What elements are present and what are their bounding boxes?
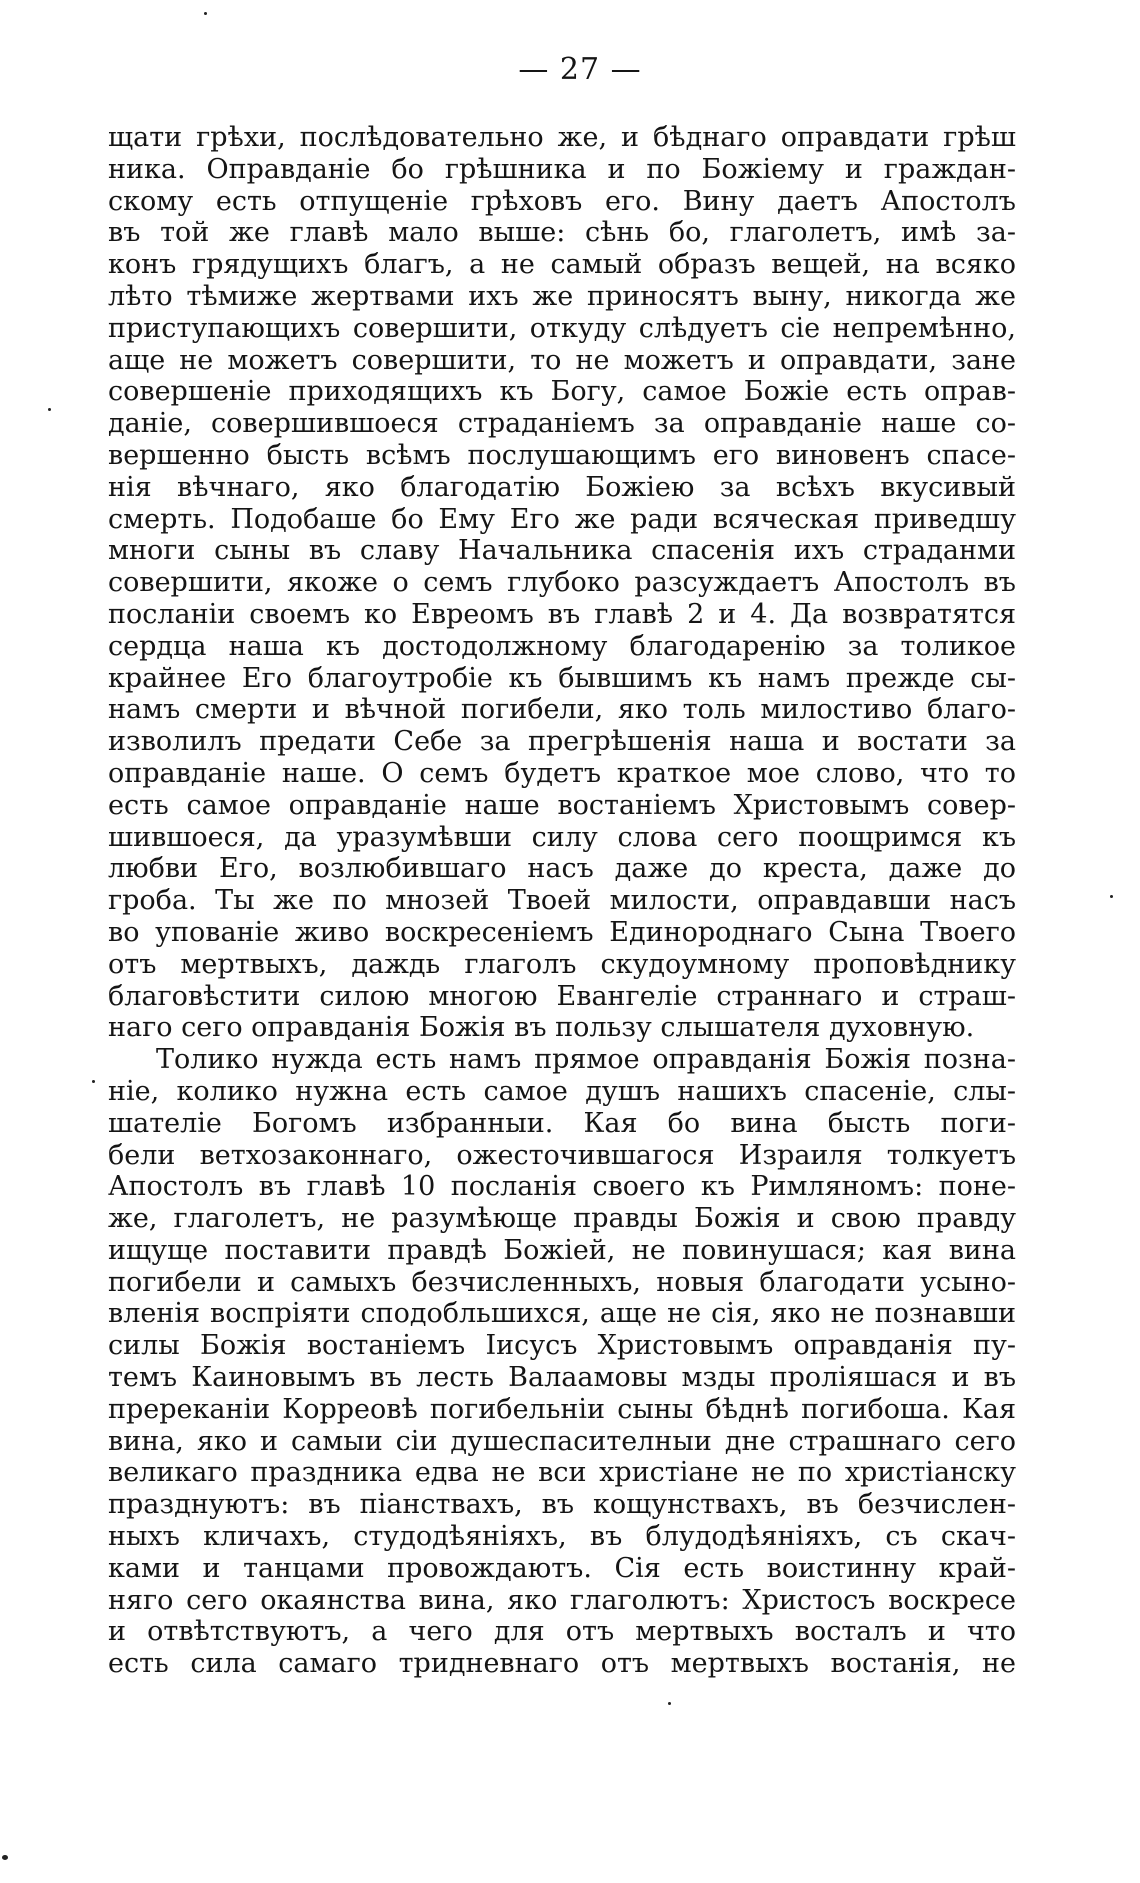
text-line: благовѣстити силою многою Евангеліе страннаго и страш-	[108, 980, 1016, 1012]
text-line: пререканіи Корреовѣ погибельнiи сыны бѣднѣ погибоша. Кая	[108, 1393, 1016, 1425]
text-line: темъ Каиновымъ въ лесть Валаамовы мзды пролiяшася и въ	[108, 1362, 1016, 1394]
text-line: погибели и самыхъ безчисленныхъ, новыя благодати усыно-	[108, 1266, 1016, 1298]
scan-speck	[48, 408, 51, 411]
text-line: совершеніе приходящихъ къ Богу, самое Божіе есть оправ-	[108, 376, 1016, 408]
text-line: приступающихъ совершити, откуду слѣдуетъ сіе непремѣнно,	[108, 312, 1016, 344]
scan-speck	[668, 1702, 671, 1705]
text-line: великаго праздника едва не вси христiане не по христіанску	[108, 1457, 1016, 1489]
text-line-paragraph-start: Толико нужда есть намъ прямое оправданія Божія позна-	[156, 1044, 1016, 1076]
text-line: любви Его, возлюбившаго насъ даже до креста, даже до	[108, 853, 1016, 885]
text-line: смерть. Подобаше бо Ему Его же ради всяческая приведшу	[108, 503, 1016, 535]
text-line: вленія воспріяти сподобльшихся, аще не сія, яко не познавши	[108, 1298, 1016, 1330]
text-line: ныхъ кличахъ, студодѣяніяхъ, въ блудодѣяніяхъ, съ скач-	[108, 1521, 1016, 1553]
text-line: многи сыны въ славу Начальника спасенія ихъ страданми	[108, 535, 1016, 567]
text-line: празднуютъ: въ піанствахъ, въ кощунствахъ, въ безчислен-	[108, 1489, 1016, 1521]
body-text	[108, 122, 1016, 1680]
text-line: шившоеся, да уразумѣвши силу слова сего поощримся къ	[108, 821, 1016, 853]
text-line: посланіи своемъ ко Евреомъ въ главѣ 2 и 4. Да возвратятся	[108, 598, 1016, 630]
text-line: во упованіе живо воскресеніемъ Единороднаго Сына Твоего	[108, 916, 1016, 948]
text-line: лѣто тѣмиже жертвами ихъ же приносятъ выну, никогда же	[108, 280, 1016, 312]
text-line: намъ смерти и вѣчной погибели, яко толь милостиво благо-	[108, 694, 1016, 726]
scan-speck	[1110, 895, 1113, 898]
scan-speck	[92, 1080, 95, 1083]
text-line: и отвѣтствуютъ, а чего для отъ мертвыхъ восталъ и что	[108, 1616, 1016, 1648]
text-line: есть сила самаго тридневнаго отъ мертвыхъ востанія, не	[108, 1648, 1016, 1680]
scan-speck	[2, 1855, 8, 1860]
text-line: ищуще поставити правдѣ Божіей, не повинушася; кая вина	[108, 1234, 1016, 1266]
text-line: даніе, совершившоеся страданіемъ за оправданіе наше со-	[108, 408, 1016, 440]
text-line: няго сего окаянства вина, яко глаголютъ: Христосъ воскресе	[108, 1584, 1016, 1616]
text-line: шателіе Богомъ избранныи. Кая бо вина бысть поги-	[108, 1107, 1016, 1139]
text-line: въ той же главѣ мало выше: сѣнь бо, глаголетъ, имѣ за-	[108, 217, 1016, 249]
text-line: ніе, колико нужна есть самое душъ нашихъ спасеніе, слы-	[108, 1075, 1016, 1107]
text-line: вершенно бысть всѣмъ послушающимъ его виновенъ спасе-	[108, 439, 1016, 471]
scan-speck	[204, 12, 207, 15]
text-line: совершити, якоже о семъ глубоко разсуждаетъ Апостолъ въ	[108, 567, 1016, 599]
text-line: отъ мертвыхъ, даждь глаголъ скудоумному проповѣднику	[108, 948, 1016, 980]
text-line: оправданіе наше. О семъ будетъ краткое мое слово, что то	[108, 757, 1016, 789]
text-line: крайнее Его благоутробіе къ бывшимъ къ намъ прежде сы-	[108, 662, 1016, 694]
text-line: гроба. Ты же по мнозей Твоей милости, оправдавши насъ	[108, 885, 1016, 917]
text-line: нія вѣчнаго, яко благодатію Божіею за всѣхъ вкусивый	[108, 471, 1016, 503]
text-line: есть самое оправданіе наше востаніемъ Христовымъ совер-	[108, 789, 1016, 821]
text-line: ками и танцами провождаютъ. Сія есть воистинну край-	[108, 1552, 1016, 1584]
text-line: бели ветхозаконнаго, ожесточившагося Израиля толкуетъ	[108, 1139, 1016, 1171]
text-line: аще не можетъ совершити, то не можетъ и оправдати, зане	[108, 344, 1016, 376]
text-line: щати грѣхи, послѣдовательно же, и бѣднаго оправдати грѣш	[108, 122, 1016, 153]
page-number: — 27 —	[518, 52, 642, 87]
text-line: наго сего оправданія Божія въ пользу слышателя духовную.	[108, 1012, 975, 1044]
text-line: вина, яко и самыи сіи душеспасителныи дне страшнаго сего	[108, 1425, 1016, 1457]
text-line: конъ грядущихъ благъ, а не самый образъ вещей, на всяко	[108, 249, 1016, 281]
text-line: силы Божія востаніемъ Іисусъ Христовымъ оправданія пу-	[108, 1330, 1016, 1362]
text-line: скому есть отпущеніе грѣховъ его. Вину даетъ Апостолъ	[108, 185, 1016, 217]
text-line: сердца наша къ достодолжному благодаренію за толикое	[108, 630, 1016, 662]
text-line: изволилъ предати Себе за прегрѣшенія наша и востати за	[108, 726, 1016, 758]
text-line: ника. Оправданіе бо грѣшника и по Божіему и граждан-	[108, 153, 1016, 185]
text-line: Апостолъ въ главѣ 10 посланія своего къ Римляномъ: поне-	[108, 1171, 1016, 1203]
text-line: же, глаголетъ, не разумѣюще правды Божія и свою правду	[108, 1203, 1016, 1235]
